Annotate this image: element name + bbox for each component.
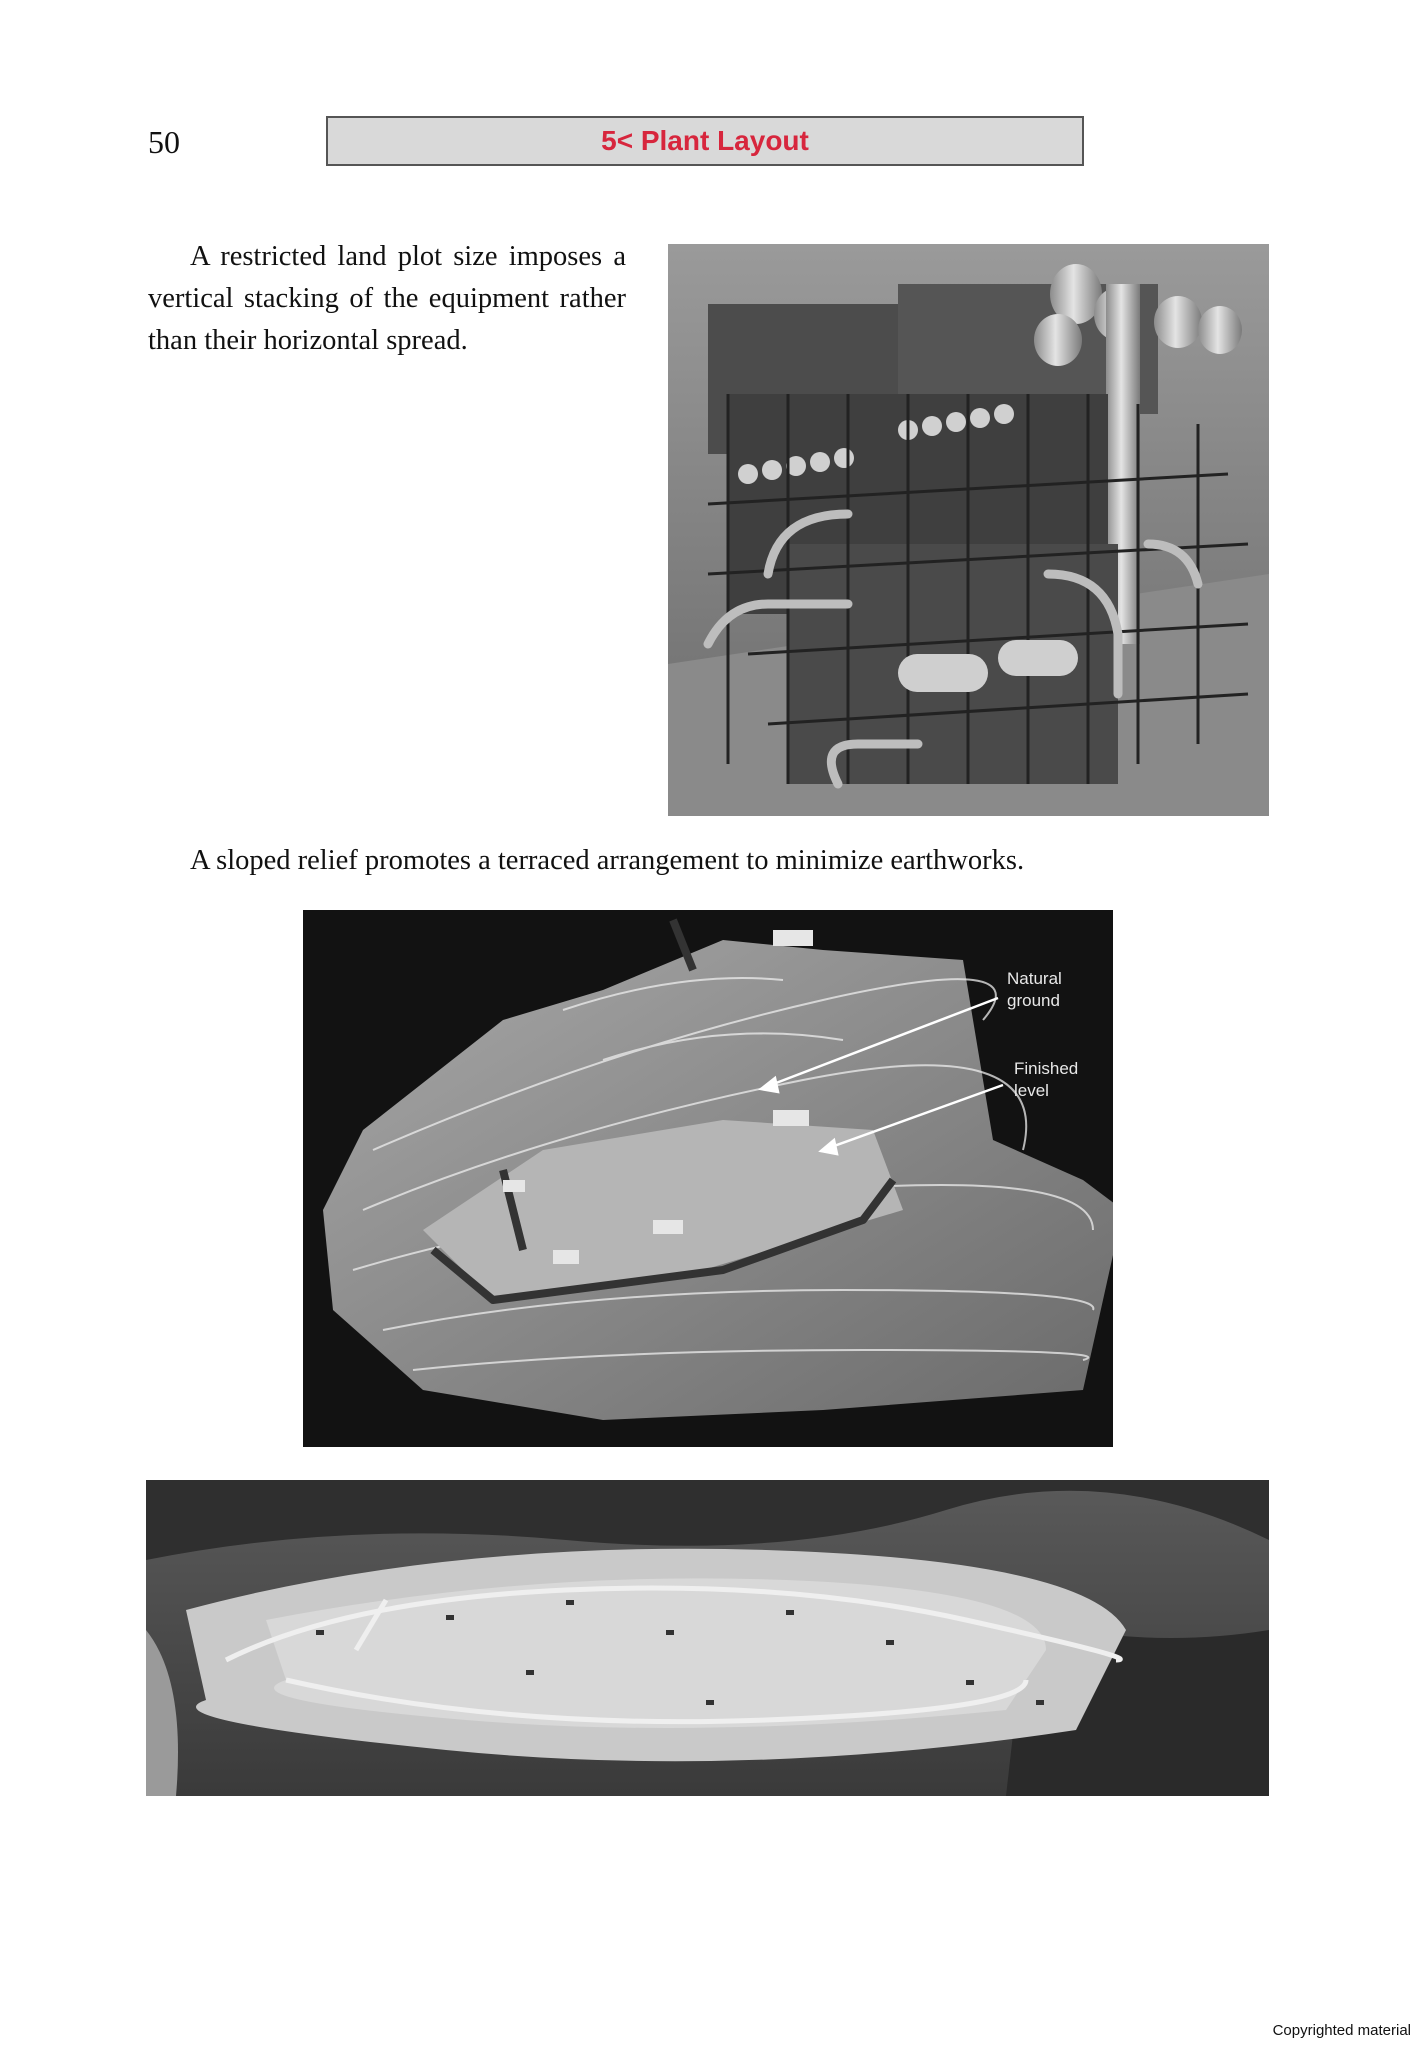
paragraph-vertical-stacking: A restricted land plot size imposes a vertical stacking of the equipment rather than their horizontal spread. — [148, 241, 626, 356]
copyright-notice: Copyrighted material — [1272, 2022, 1411, 2039]
chapter-header — [326, 116, 1084, 166]
page-number: 50 — [148, 124, 180, 160]
terrain-model-image — [303, 910, 1113, 1447]
finished-level-label: Finished level — [1014, 1059, 1079, 1100]
plant-3d-render-image — [668, 244, 1269, 816]
chapter-title: 5< Plant Layout — [601, 125, 809, 156]
aerial-earthworks-photo — [146, 1480, 1269, 1796]
natural-ground-label: Natural ground — [1007, 969, 1062, 1010]
paragraph-terraced-arrangement: A sloped relief promotes a terraced arrangement to minimize earthworks. — [190, 845, 1025, 876]
